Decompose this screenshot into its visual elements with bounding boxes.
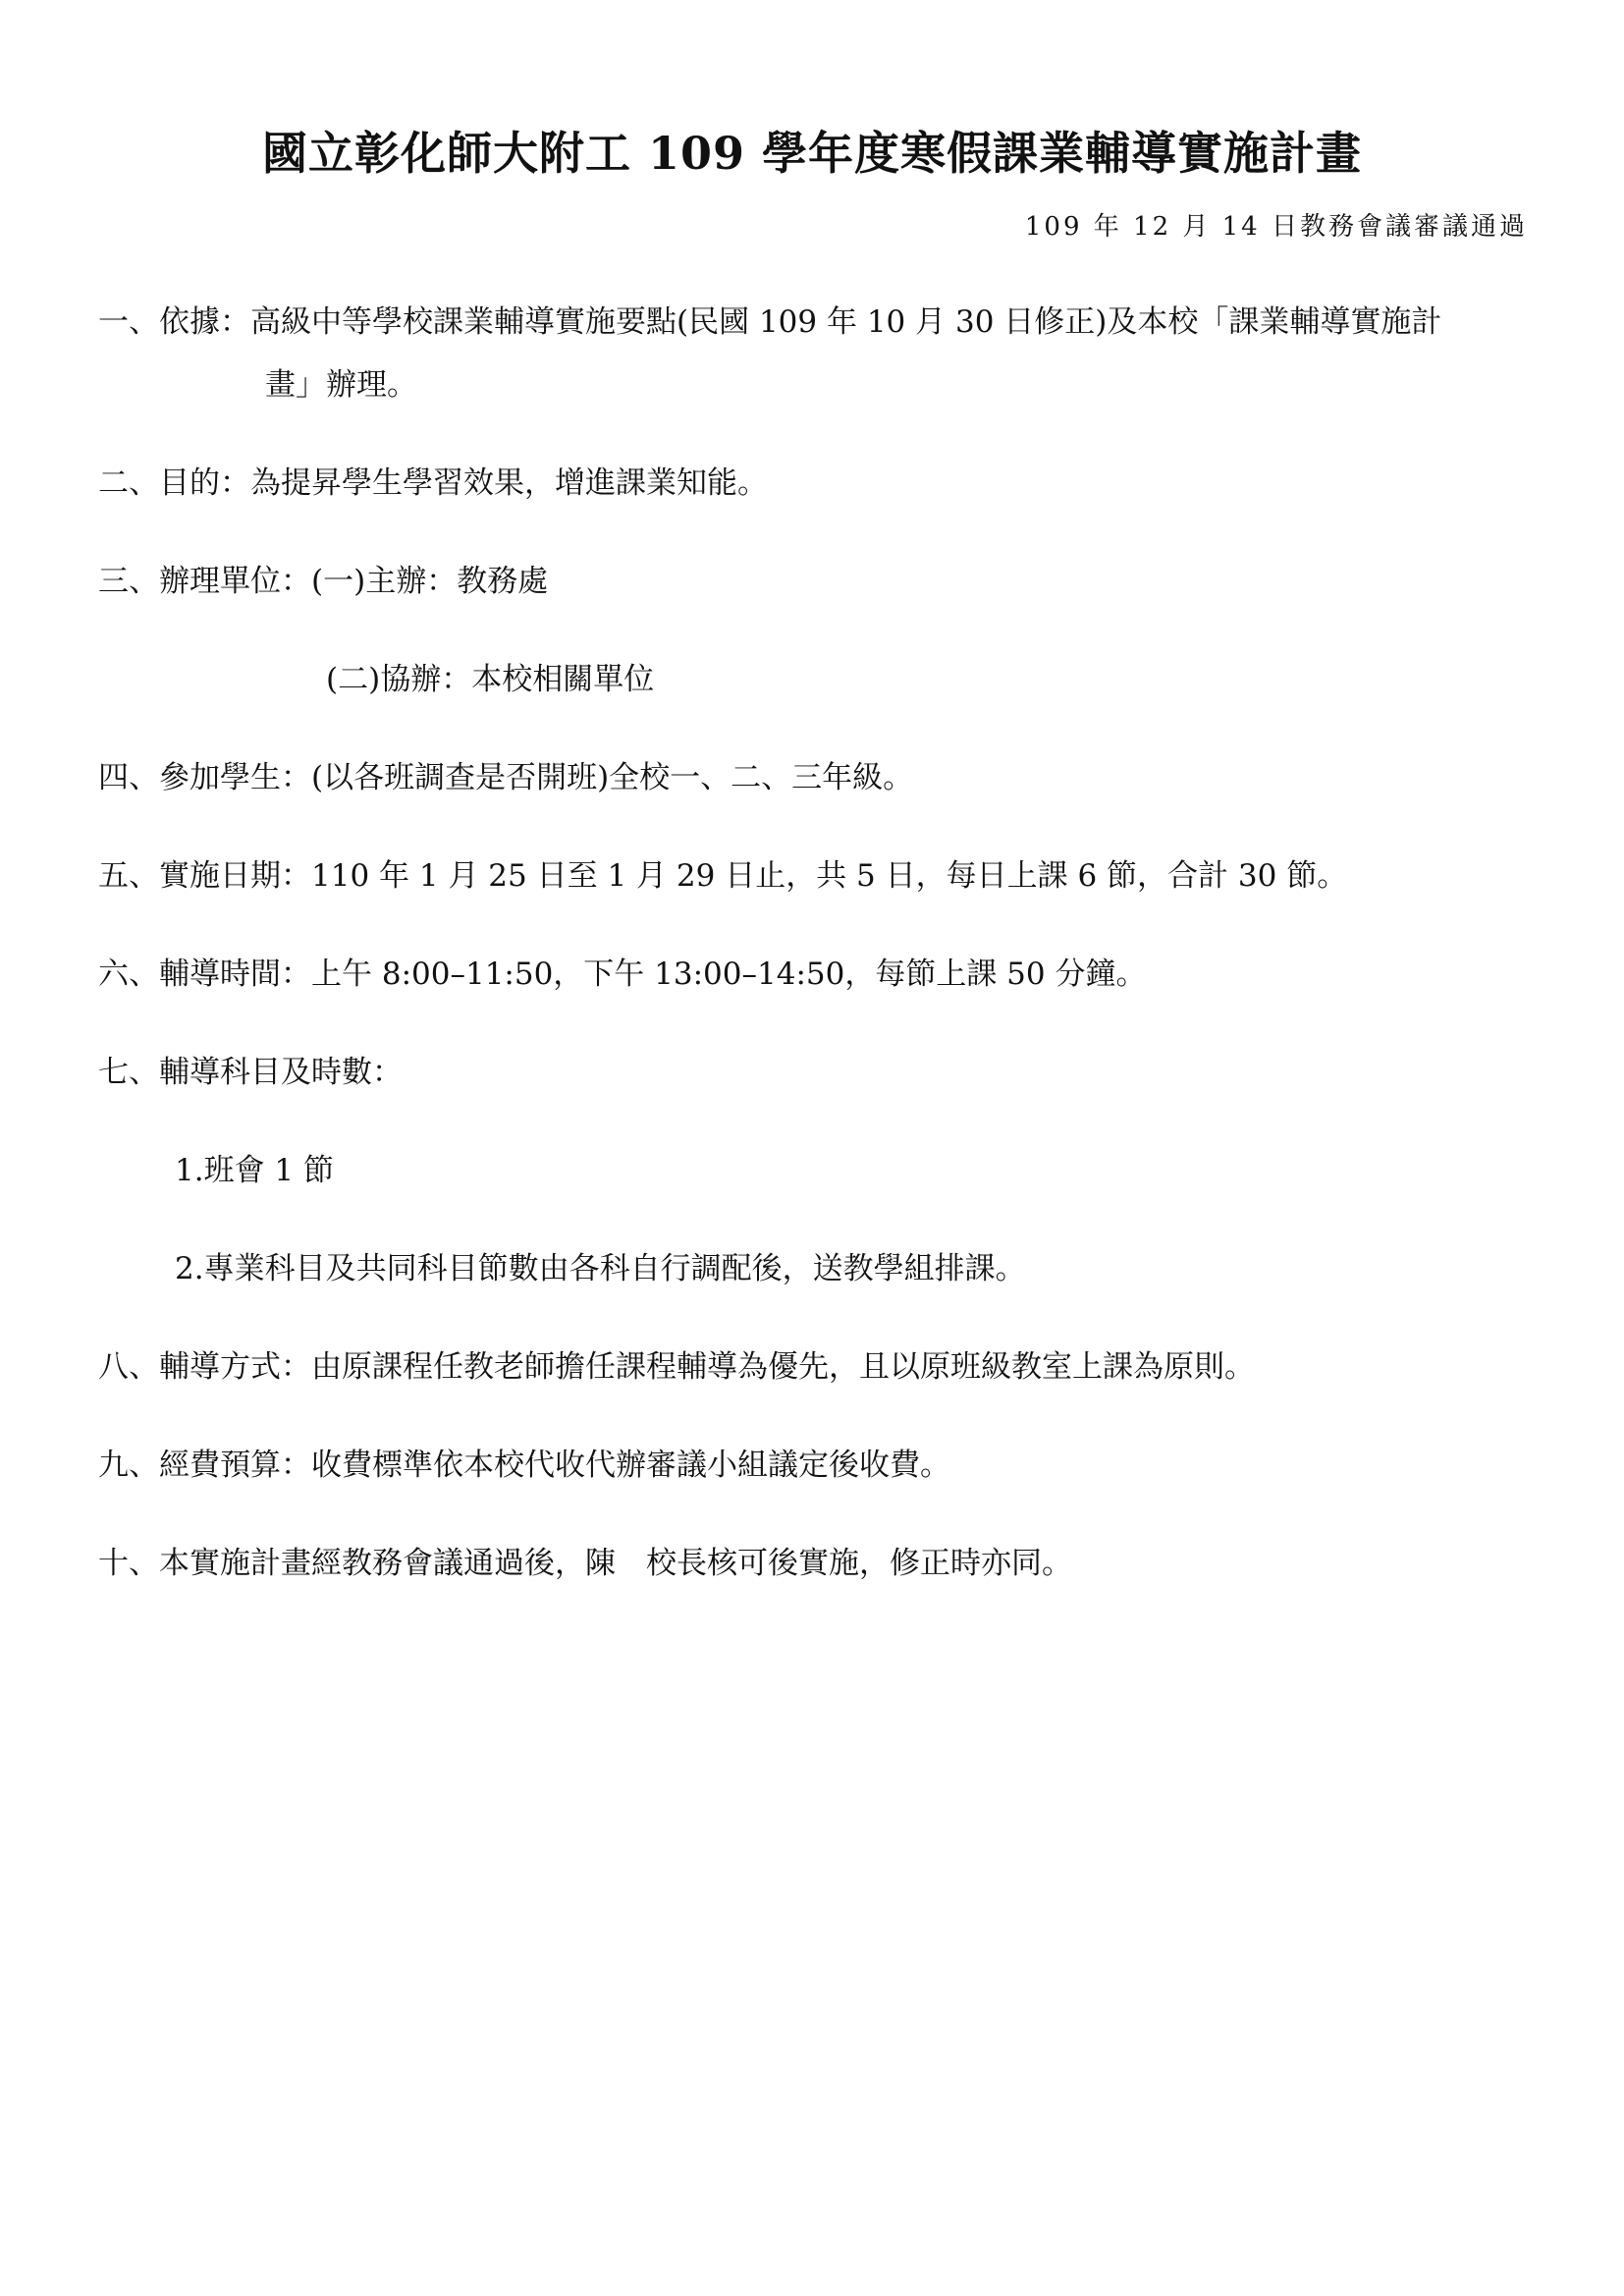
- item-4: 四、參加學生：(以各班調查是否開班)全校一、二、三年級。: [98, 760, 914, 795]
- item-1-line-2: 畫」辦理。: [265, 367, 417, 403]
- item-10: 十、本實施計畫經教務會議通過後，陳 校長核可後實施，修正時亦同。: [98, 1546, 1072, 1581]
- item-7: 七、輔導科目及時數：: [98, 1055, 403, 1090]
- document-title: 國立彰化師大附工 109 學年度寒假課業輔導實施計畫: [261, 127, 1363, 180]
- item-3-line-1: 三、辦理單位：(一)主辦：教務處: [98, 564, 549, 599]
- item-7-sub-1: 1.班會 1 節: [175, 1153, 335, 1188]
- item-8: 八、輔導方式：由原課程任教老師擔任課程輔導為優先，且以原班級教室上課為原則。: [98, 1349, 1255, 1385]
- item-7-sub-2: 2.專業科目及共同科目節數由各科自行調配後，送教學組排課。: [175, 1251, 1026, 1286]
- approval-note: 109 年 12 月 14 日教務會議審議通過: [1024, 212, 1528, 242]
- item-2: 二、目的：為提昇學生學習效果，增進課業知能。: [98, 465, 768, 501]
- item-1-line-1: 一、依據：高級中等學校課業輔導實施要點(民國 109 年 10 月 30 日修正)及本校「課業輔導實施計: [98, 304, 1442, 340]
- item-5: 五、實施日期：110 年 1 月 25 日至 1 月 29 日止，共 5 日，每日上課 6 節，合計 30 節。: [98, 858, 1348, 894]
- item-9: 九、經費預算：收費標準依本校代收代辦審議小組議定後收費。: [98, 1448, 950, 1483]
- item-3-line-2: (二)協辦：本校相關單位: [326, 662, 655, 697]
- item-6: 六、輔導時間：上午 8:00–11:50，下午 13:00–14:50，每節上課 50 分鐘。: [98, 957, 1147, 992]
